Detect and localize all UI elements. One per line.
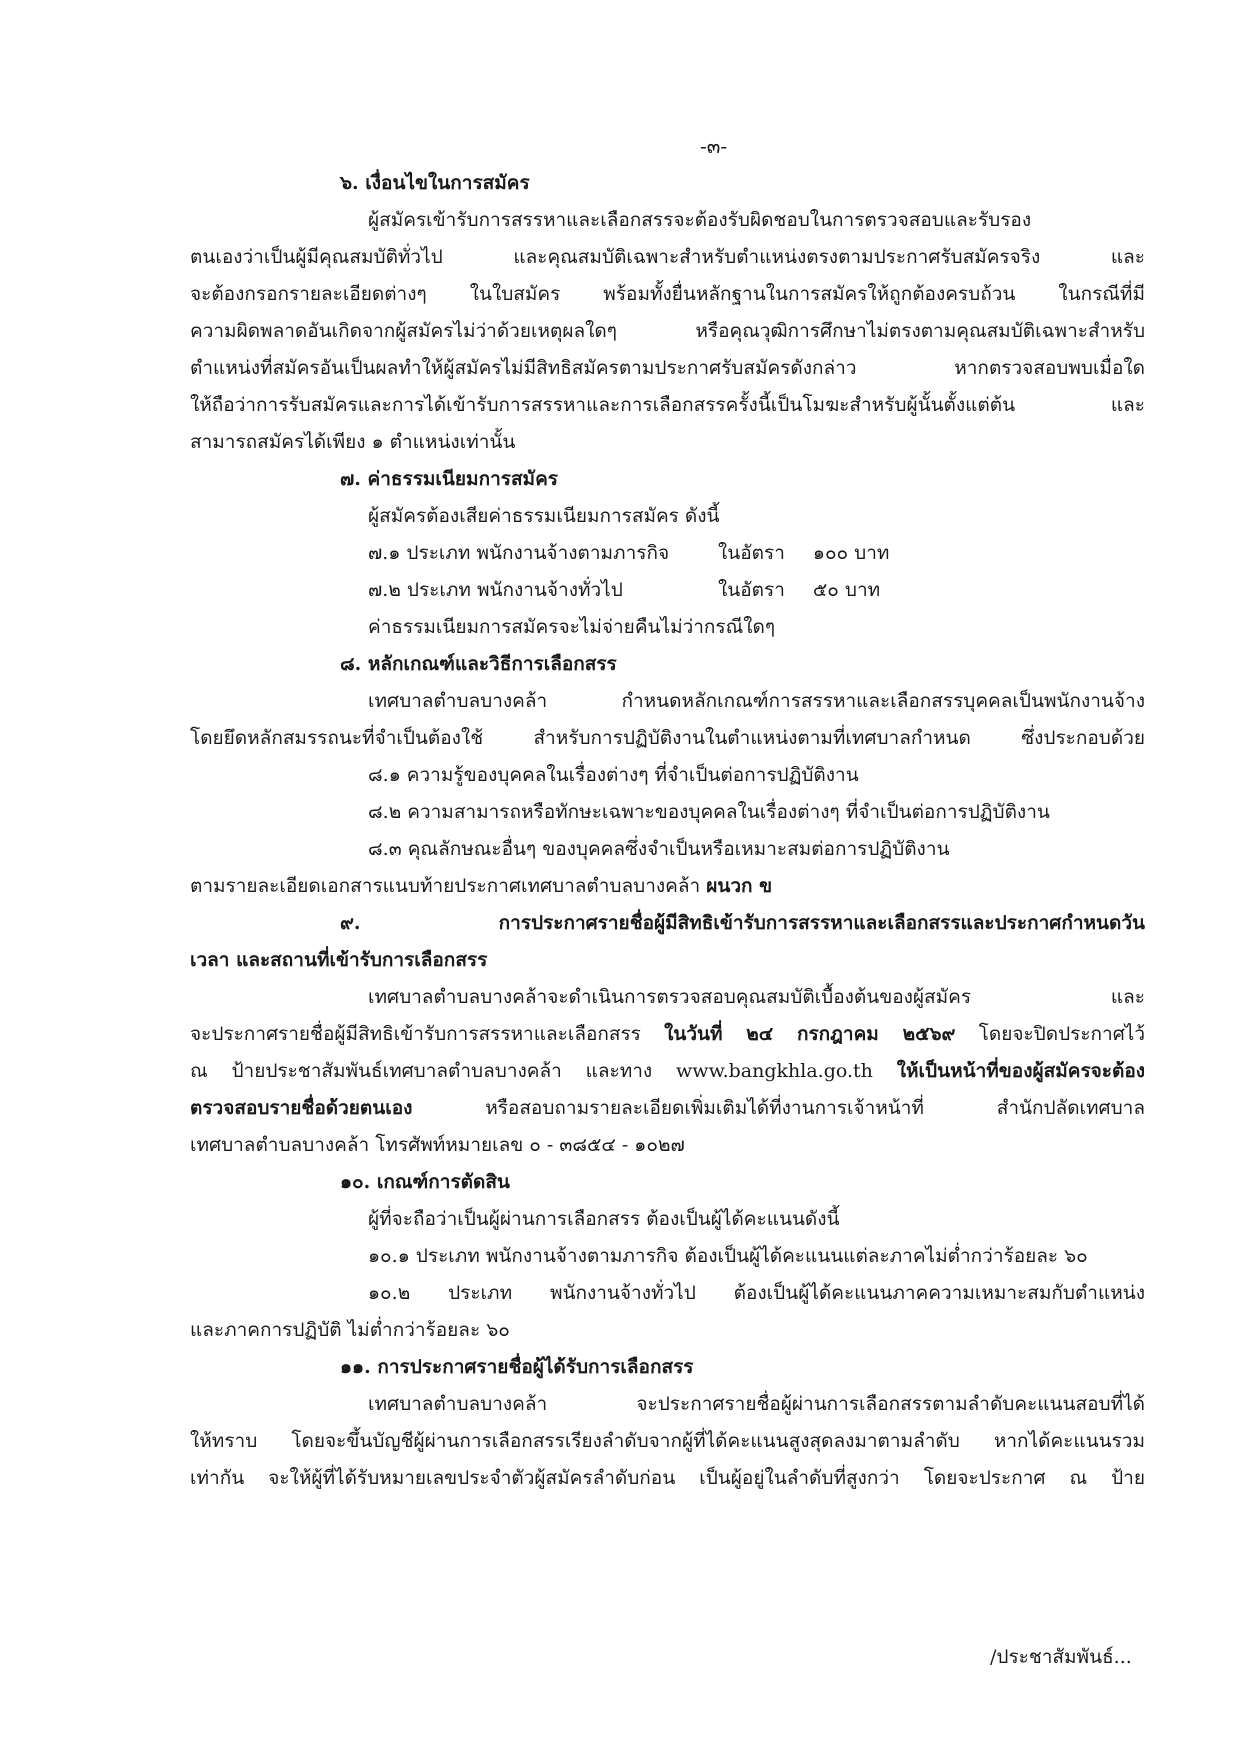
section-8-item: ๘.๓ คุณลักษณะอื่นๆ ของบุคคลซึ่งจำเป็นหรือเหมาะสมต่อการปฏิบัติงาน xyxy=(368,838,950,860)
section-11-heading: ๑๑. การประกาศรายชื่อผู้ได้รับการเลือกสรร xyxy=(340,1356,694,1378)
section-10-intro: ผู้ที่จะถือว่าเป็นผู้ผ่านการเลือกสรร ต้องเป็นผู้ได้คะแนนดังนี้ xyxy=(368,1208,840,1230)
section-6-line: จะต้องกรอกรายละเอียดต่างๆ ในใบสมัคร พร้อมทั้งยื่นหลักฐานในการสมัครให้ถูกต้องครบถ้วน ในกรณีที่มี xyxy=(190,283,1145,305)
section-6-line: ความผิดพลาดอันเกิดจากผู้สมัครไม่ว่าด้วยเหตุผลใดๆ หรือคุณวุฒิการศึกษาไม่ตรงตามคุณสมบัติเฉพาะสำหรับ xyxy=(190,320,1145,342)
section-9-bold-text: ตรวจสอบรายชื่อด้วยตนเอง xyxy=(190,1097,413,1119)
section-8-tail xyxy=(190,868,1145,905)
section-11-line: เทศบาลตำบลบางคล้า จะประกาศรายชื่อผู้ผ่านการเลือกสรรตามลำดับคะแนนสอบที่ได้ xyxy=(368,1393,1145,1415)
annex-reference: ผนวก ข xyxy=(706,875,773,897)
section-9-text: หรือสอบถามรายละเอียดเพิ่มเติมได้ที่งานการเจ้าหน้าที่ สำนักปลัดเทศบาล xyxy=(485,1097,1145,1119)
section-6-line: ตนเองว่าเป็นผู้มีคุณสมบัติทั่วไป และคุณสมบัติเฉพาะสำหรับตำแหน่งตรงตามประกาศรับสมัครจริง และ xyxy=(190,246,1145,268)
fee-row xyxy=(190,535,1145,572)
section-7-intro: ผู้สมัครต้องเสียค่าธรรมเนียมการสมัคร ดังนี้ xyxy=(368,505,720,527)
page-number: -๓- xyxy=(700,134,728,158)
section-9-line xyxy=(190,1090,1145,1127)
section-11-line: เท่ากัน จะให้ผู้ที่ได้รับหมายเลขประจำตัวผู้สมัครลำดับก่อน เป็นผู้อยู่ในลำดับที่สูงกว่า โดยจะประกาศ ณ ป้าย xyxy=(190,1467,1145,1489)
section-9-line: เทศบาลตำบลบางคล้าจะดำเนินการตรวจสอบคุณสมบัติเบื้องต้นของผู้สมัคร และ xyxy=(368,986,1145,1008)
section-9-line xyxy=(190,1016,1145,1053)
section-6-line: ผู้สมัครเข้ารับการสรรหาและเลือกสรรจะต้องรับผิดชอบในการตรวจสอบและรับรอง xyxy=(368,209,1032,231)
announcement-date: ในวันที่ ๒๔ กรกฎาคม ๒๕๖๙ xyxy=(664,1023,956,1045)
fee-row xyxy=(190,572,1145,609)
section-9-text: ณ ป้ายประชาสัมพันธ์เทศบาลตำบลบางคล้า และทาง www.bangkhla.go.th xyxy=(190,1060,873,1082)
fee-rate-label: ในอัตรา xyxy=(718,579,785,601)
fee-rate-label: ในอัตรา xyxy=(718,542,785,564)
section-8-line: โดยยึดหลักสมรรถนะที่จำเป็นต้องใช้ สำหรับการปฏิบัติงานในตำแหน่งตามที่เทศบาลกำหนด ซึ่งประกอบด้วย xyxy=(190,727,1145,749)
section-7-note: ค่าธรรมเนียมการสมัครจะไม่จ่ายคืนไม่ว่ากรณีใดๆ xyxy=(368,616,776,638)
section-8-item: ๘.๑ ความรู้ของบุคคลในเรื่องต่างๆ ที่จำเป็นต่อการปฏิบัติงาน xyxy=(368,764,859,786)
section-8-line: เทศบาลตำบลบางคล้า กำหนดหลักเกณฑ์การสรรหาและเลือกสรรบุคคลเป็นพนักงานจ้าง xyxy=(368,690,1145,712)
section-11-line: ให้ทราบ โดยจะขึ้นบัญชีผู้ผ่านการเลือกสรรเรียงลำดับจากผู้ที่ได้คะแนนสูงสุดลงมาตามลำดับ หากได้คะแนนรวม xyxy=(190,1430,1145,1452)
fee-label: ๗.๑ ประเภท พนักงานจ้างตามภารกิจ xyxy=(368,542,670,564)
section-7-heading: ๗. ค่าธรรมเนียมการสมัคร xyxy=(340,468,558,490)
section-9-heading: ๙. การประกาศรายชื่อผู้มีสิทธิเข้ารับการสรรหาและเลือกสรรและประกาศกำหนดวัน xyxy=(340,912,1145,934)
section-9-text: โดยจะปิดประกาศไว้ xyxy=(978,1023,1145,1045)
section-6-line: สามารถสมัครได้เพียง ๑ ตำแหน่งเท่านั้น xyxy=(190,431,516,453)
fee-amount: ๕๐ บาท xyxy=(812,579,881,601)
section-6-heading: ๖. เงื่อนไขในการสมัคร xyxy=(340,172,530,194)
continuation-footer: /ประชาสัมพันธ์... xyxy=(990,1646,1132,1668)
document-body xyxy=(190,165,1145,1497)
section-10-item-cont: และภาคการปฏิบัติ ไม่ต่ำกว่าร้อยละ ๖๐ xyxy=(190,1319,510,1341)
section-6-line: ตำแหน่งที่สมัครอันเป็นผลทำให้ผู้สมัครไม่มีสิทธิสมัครตามประกาศรับสมัครดังกล่าว หากตรวจสอบพบเมื่อใด xyxy=(190,357,1145,379)
section-8-item: ๘.๒ ความสามารถหรือทักษะเฉพาะของบุคคลในเรื่องต่างๆ ที่จำเป็นต่อการปฏิบัติงาน xyxy=(368,801,1050,823)
section-9-line xyxy=(190,1053,1145,1090)
section-10-heading: ๑๐. เกณฑ์การตัดสิน xyxy=(340,1171,510,1193)
fee-label: ๗.๒ ประเภท พนักงานจ้างทั่วไป xyxy=(368,579,623,601)
section-6-line: ให้ถือว่าการรับสมัครและการได้เข้ารับการสรรหาและการเลือกสรรครั้งนี้เป็นโมฆะสำหรับผู้นั้นตั้งแต่ต้น และ xyxy=(190,394,1145,416)
section-8-tail-text: ตามรายละเอียดเอกสารแนบท้ายประกาศเทศบาลตำบลบางคล้า xyxy=(190,875,701,897)
section-8-heading: ๘. หลักเกณฑ์และวิธีการเลือกสรร xyxy=(340,653,617,675)
section-9-heading-cont: เวลา และสถานที่เข้ารับการเลือกสรร xyxy=(190,949,488,971)
section-10-item: ๑๐.๑ ประเภท พนักงานจ้างตามภารกิจ ต้องเป็นผู้ได้คะแนนแต่ละภาคไม่ต่ำกว่าร้อยละ ๖๐ xyxy=(368,1245,1088,1267)
section-9-text: จะประกาศรายชื่อผู้มีสิทธิเข้ารับการสรรหาและเลือกสรร xyxy=(190,1023,641,1045)
section-9-line: เทศบาลตำบลบางคล้า โทรศัพท์หมายเลข ๐ - ๓๘๕๔ - ๑๐๒๗ xyxy=(190,1134,685,1156)
section-9-bold-text: ให้เป็นหน้าที่ของผู้สมัครจะต้อง xyxy=(896,1060,1145,1082)
fee-amount: ๑๐๐ บาท xyxy=(812,542,890,564)
section-10-item: ๑๐.๒ ประเภท พนักงานจ้างทั่วไป ต้องเป็นผู้ได้คะแนนภาคความเหมาะสมกับตำแหน่ง xyxy=(368,1282,1145,1304)
